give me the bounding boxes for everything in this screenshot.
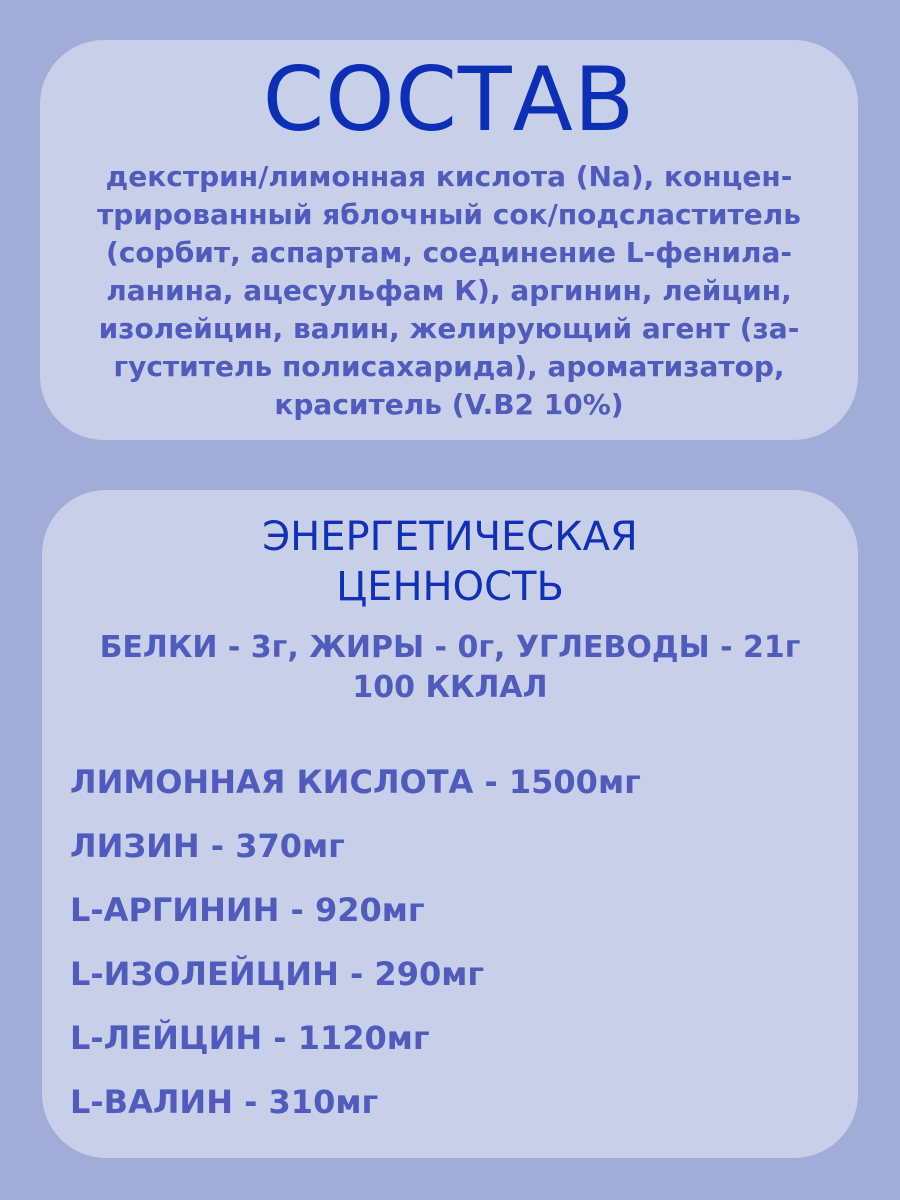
composition-card [40, 40, 858, 440]
energy-card [42, 490, 858, 1158]
composition-text: декстрин/лимонная кислота (Na), концен- трированный яблочный сок/подсластитель (сорбит, аспартам, соединение L-фенила- ланина, ацесульфам К), аргинин, лейцин, изолейцин, валин, желирующий агент (за- густитель полисахарида), ароматизатор, краситель (V.B2 10%) [97, 160, 801, 421]
nutrient-item: L-ИЗОЛЕЙЦИН - 290мг [70, 955, 485, 993]
nutrient-item: L-ВАЛИН - 310мг [70, 1083, 379, 1121]
macros-text: БЕЛКИ - 3г, ЖИРЫ - 0г, УГЛЕВОДЫ - 21г 100 ККЛАЛ [99, 630, 801, 705]
nutrient-item: ЛИМОННАЯ КИСЛОТА - 1500мг [70, 763, 641, 801]
composition-title: СОСТАВ [262, 48, 636, 151]
nutrient-item: L-АРГИНИН - 920мг [70, 891, 425, 929]
nutrient-item: ЛИЗИН - 370мг [70, 827, 345, 865]
nutrient-item: L-ЛЕЙЦИН - 1120мг [70, 1019, 430, 1057]
energy-title: ЭНЕРГЕТИЧЕСКАЯ ЦЕННОСТЬ [262, 514, 638, 610]
nutrient-list [70, 750, 641, 1134]
